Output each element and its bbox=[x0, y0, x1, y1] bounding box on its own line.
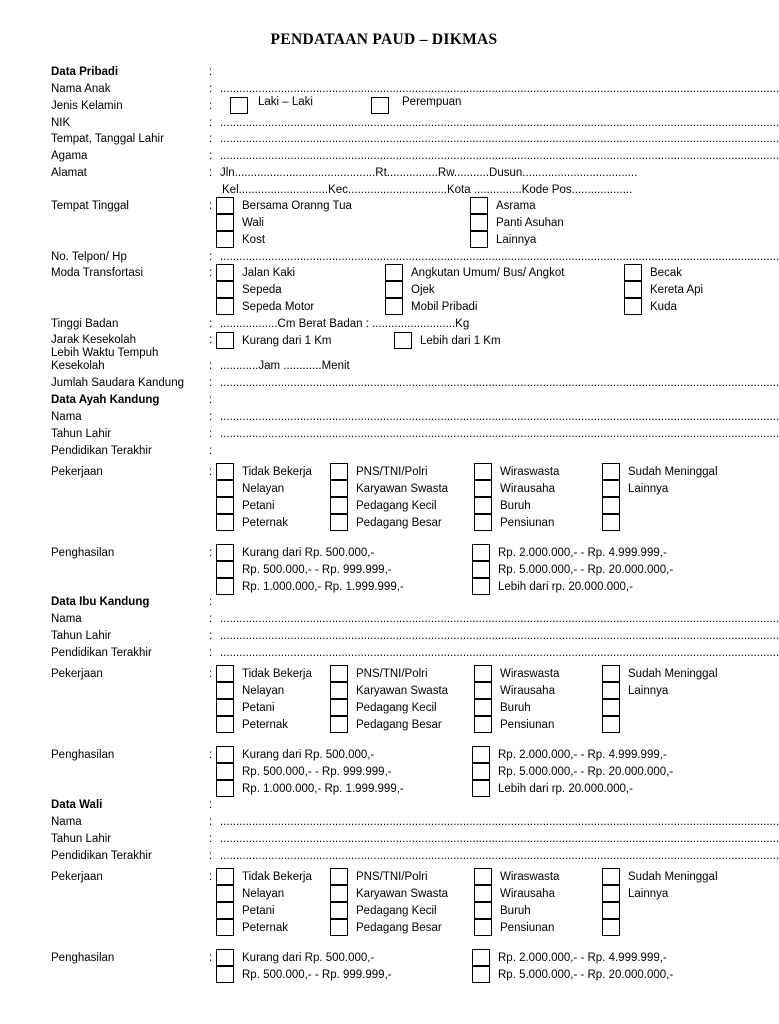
ibu-inc-l-0-checkbox[interactable] bbox=[216, 746, 234, 763]
ibu-pek-c3-2-label: Buruh bbox=[500, 702, 531, 714]
wali-penghasilan-label: Penghasilan bbox=[51, 952, 115, 964]
ibu-tahun-label: Tahun Lahir bbox=[51, 630, 112, 642]
ayah-pek-c4-0-label: Sudah Meninggal bbox=[628, 466, 718, 478]
wali-pek-c2-0-label: PNS/TNI/Polri bbox=[356, 871, 428, 883]
ibu-pek-c3-2-checkbox[interactable] bbox=[474, 699, 492, 716]
tinggi-berat-input[interactable]: ..................Cm Berat Badan : ..........................Kg bbox=[220, 318, 470, 330]
colon-ibu: : bbox=[209, 596, 213, 608]
ayah-inc-l-0-checkbox[interactable] bbox=[216, 544, 234, 561]
jarak-colon: : bbox=[209, 334, 213, 346]
nama-anak-colon: : bbox=[209, 83, 213, 95]
wali-pek-c3-2-label: Buruh bbox=[500, 905, 531, 917]
ayah-pek-c3-3-label: Pensiunan bbox=[500, 517, 555, 529]
wali-pek-c3-2-checkbox[interactable] bbox=[474, 902, 492, 919]
wali-penghasilan-colon: : bbox=[209, 952, 213, 964]
jarak-kurang-checkbox[interactable] bbox=[216, 332, 234, 349]
ayah-tahun-colon: : bbox=[209, 428, 213, 440]
moda-c3-1-checkbox[interactable] bbox=[624, 281, 642, 298]
ibu-pek-c2-2-label: Pedagang Kecil bbox=[356, 702, 437, 714]
agama-input[interactable]: ............................................................................................................................................................................... bbox=[220, 150, 779, 162]
ibu-pekerjaan-label: Pekerjaan bbox=[51, 668, 103, 680]
wali-inc-r-1-label: Rp. 5.000.000,- - Rp. 20.000.000,- bbox=[498, 969, 674, 981]
wali-nama-colon: : bbox=[209, 816, 213, 828]
ibu-pek-c3-0-checkbox[interactable] bbox=[474, 665, 492, 682]
ayah-pek-c3-0-label: Wiraswasta bbox=[500, 466, 560, 478]
ayah-pek-c1-1-label: Nelayan bbox=[242, 483, 285, 495]
tinggi-colon: : bbox=[209, 318, 213, 330]
wali-inc-l-1-checkbox[interactable] bbox=[216, 966, 234, 983]
agama-colon: : bbox=[209, 150, 213, 162]
ibu-pek-c2-3-checkbox[interactable] bbox=[330, 716, 348, 733]
tinggal-opt-2-checkbox[interactable] bbox=[216, 231, 234, 248]
ayah-nama-colon: : bbox=[209, 411, 213, 423]
ibu-pendidikan-label: Pendidikan Terakhir bbox=[51, 647, 152, 659]
moda-c1-2-label: Sepeda Motor bbox=[242, 301, 315, 313]
ayah-inc-r-0-label: Rp. 2.000.000,- - Rp. 4.999.999,- bbox=[498, 547, 667, 559]
ibu-pek-c2-0-label: PNS/TNI/Polri bbox=[356, 668, 428, 680]
ibu-inc-r-2-label: Lebih dari rp. 20.000.000,- bbox=[498, 783, 633, 795]
tinggi-label: Tinggi Badan bbox=[51, 318, 119, 330]
ayah-pek-c1-2-checkbox[interactable] bbox=[216, 497, 234, 514]
moda-c1-0-label: Jalan Kaki bbox=[242, 267, 296, 279]
wali-pek-c4-0-label: Sudah Meninggal bbox=[628, 871, 718, 883]
tempat-tinggal-colon: : bbox=[209, 200, 213, 212]
ibu-inc-l-1-label: Rp. 500.000,- - Rp. 999.999,- bbox=[242, 766, 392, 778]
ayah-pek-c4-3-checkbox[interactable] bbox=[602, 514, 620, 531]
wali-pek-c1-0-label: Tidak Bekerja bbox=[242, 871, 312, 883]
alamat-line2[interactable]: Kel............................Kec...............................Kota ...............Kode Pos................... bbox=[222, 184, 633, 196]
ayah-pek-c3-2-checkbox[interactable] bbox=[474, 497, 492, 514]
section-wali: Data Wali bbox=[51, 799, 103, 811]
moda-c2-2-label: Mobil Pribadi bbox=[411, 301, 478, 313]
wali-inc-r-0-label: Rp. 2.000.000,- - Rp. 4.999.999,- bbox=[498, 952, 667, 964]
ayah-pek-c2-1-label: Karyawan Swasta bbox=[356, 483, 449, 495]
ayah-inc-l-2-checkbox[interactable] bbox=[216, 578, 234, 595]
wali-pek-c1-0-checkbox[interactable] bbox=[216, 868, 234, 885]
moda-label: Moda Transfortasi bbox=[51, 267, 144, 279]
ayah-pek-c2-3-checkbox[interactable] bbox=[330, 514, 348, 531]
ibu-pendidikan-input[interactable]: ............................................................................................................................................................................... bbox=[220, 647, 779, 659]
ibu-inc-r-1-checkbox[interactable] bbox=[472, 763, 490, 780]
wali-pek-c3-0-label: Wiraswasta bbox=[500, 871, 560, 883]
ibu-pek-c2-2-checkbox[interactable] bbox=[330, 699, 348, 716]
ayah-pek-c1-2-label: Petani bbox=[242, 500, 275, 512]
ayah-pek-c2-0-checkbox[interactable] bbox=[330, 463, 348, 480]
ibu-pekerjaan-colon: : bbox=[209, 668, 213, 680]
ibu-pek-c4-3-checkbox[interactable] bbox=[602, 716, 620, 733]
jarak-lebih-checkbox[interactable] bbox=[394, 332, 412, 349]
jarak-label: Jarak Kesekolah bbox=[51, 334, 137, 346]
ayah-pek-c2-2-checkbox[interactable] bbox=[330, 497, 348, 514]
ibu-inc-l-2-checkbox[interactable] bbox=[216, 780, 234, 797]
perempuan-label: Perempuan bbox=[402, 96, 462, 108]
wali-pek-c1-1-label: Nelayan bbox=[242, 888, 285, 900]
ayah-pek-c2-0-label: PNS/TNI/Polri bbox=[356, 466, 428, 478]
colon-ayah: : bbox=[209, 394, 213, 406]
wali-pek-c2-3-label: Pedagang Besar bbox=[356, 922, 442, 934]
nik-colon: : bbox=[209, 117, 213, 129]
waktu-input[interactable]: ............Jam ............Menit bbox=[220, 360, 350, 372]
moda-c2-0-checkbox[interactable] bbox=[385, 264, 403, 281]
ibu-tahun-colon: : bbox=[209, 630, 213, 642]
telpon-colon: : bbox=[209, 251, 213, 263]
ibu-pek-c1-0-label: Tidak Bekerja bbox=[242, 668, 312, 680]
colon-pribadi: : bbox=[209, 66, 213, 78]
ayah-pendidikan-label: Pendidikan Terakhir bbox=[51, 445, 152, 457]
wali-pek-c3-3-label: Pensiunan bbox=[500, 922, 555, 934]
ayah-pek-c2-1-checkbox[interactable] bbox=[330, 480, 348, 497]
waktu-colon: : bbox=[209, 360, 213, 372]
alamat-colon: : bbox=[209, 167, 213, 179]
ayah-penghasilan-label: Penghasilan bbox=[51, 547, 115, 559]
jarak-kurang-label: Kurang dari 1 Km bbox=[242, 335, 332, 347]
ttl-input[interactable]: ............................................................................................................................................................................... bbox=[220, 133, 779, 145]
ibu-inc-r-2-checkbox[interactable] bbox=[472, 780, 490, 797]
ibu-pek-c1-2-checkbox[interactable] bbox=[216, 699, 234, 716]
ibu-pek-c1-0-checkbox[interactable] bbox=[216, 665, 234, 682]
wali-pekerjaan-label: Pekerjaan bbox=[51, 871, 103, 883]
ibu-pek-c3-0-label: Wiraswasta bbox=[500, 668, 560, 680]
ayah-inc-r-2-label: Lebih dari rp. 20.000.000,- bbox=[498, 581, 633, 593]
wali-inc-l-0-checkbox[interactable] bbox=[216, 949, 234, 966]
ayah-inc-l-0-label: Kurang dari Rp. 500.000,- bbox=[242, 547, 375, 559]
ayah-inc-r-1-checkbox[interactable] bbox=[472, 561, 490, 578]
ttl-label: Tempat, Tanggal Lahir bbox=[51, 133, 164, 145]
ibu-inc-r-0-checkbox[interactable] bbox=[472, 746, 490, 763]
saudara-colon: : bbox=[209, 377, 213, 389]
telpon-label: No. Telpon/ Hp bbox=[51, 251, 127, 263]
wali-pek-c4-1-label: Lainnya bbox=[628, 888, 669, 900]
tinggal-opt-r1-label: Panti Asuhan bbox=[496, 217, 564, 229]
ayah-pendidikan-colon: : bbox=[209, 445, 213, 457]
telpon-input[interactable]: ............................................................................................................................................................................... bbox=[220, 251, 779, 263]
moda-c2-2-checkbox[interactable] bbox=[385, 298, 403, 315]
ibu-pek-c1-3-checkbox[interactable] bbox=[216, 716, 234, 733]
ayah-pek-c4-2-checkbox[interactable] bbox=[602, 497, 620, 514]
ibu-pendidikan-colon: : bbox=[209, 647, 213, 659]
tinggal-opt-r0-label: Asrama bbox=[496, 200, 536, 212]
wali-pek-c1-3-label: Peternak bbox=[242, 922, 289, 934]
moda-c3-0-checkbox[interactable] bbox=[624, 264, 642, 281]
ibu-pek-c4-1-label: Lainnya bbox=[628, 685, 669, 697]
nik-input[interactable]: ............................................................................................................................................................................... bbox=[220, 117, 779, 129]
ayah-inc-l-1-label: Rp. 500.000,- - Rp. 999.999,- bbox=[242, 564, 392, 576]
ibu-pek-c4-0-label: Sudah Meninggal bbox=[628, 668, 718, 680]
wali-inc-l-1-label: Rp. 500.000,- - Rp. 999.999,- bbox=[242, 969, 392, 981]
tinggal-opt-0-label: Bersama Oranng Tua bbox=[242, 200, 352, 212]
wali-pek-c2-0-checkbox[interactable] bbox=[330, 868, 348, 885]
moda-colon: : bbox=[209, 267, 213, 279]
saudara-input[interactable]: ............................................................................................................................................................................... bbox=[220, 377, 779, 389]
ayah-pek-c3-2-label: Buruh bbox=[500, 500, 531, 512]
wali-pek-c1-3-checkbox[interactable] bbox=[216, 919, 234, 936]
ibu-pek-c4-1-checkbox[interactable] bbox=[602, 682, 620, 699]
saudara-label: Jumlah Saudara Kandung bbox=[51, 377, 184, 389]
ibu-nama-input[interactable]: ............................................................................................................................................................................... bbox=[220, 613, 779, 625]
nama-anak-input[interactable]: ............................................................................................................................................................................... bbox=[220, 83, 779, 95]
alamat-line1[interactable]: Jln............................................Rt................Rw...........Dusun.................................... bbox=[220, 167, 638, 179]
tempat-tinggal-label: Tempat Tinggal bbox=[51, 200, 129, 212]
wali-pek-c1-2-checkbox[interactable] bbox=[216, 902, 234, 919]
waktu-label-1: Lebih Waktu Tempuh bbox=[51, 347, 159, 359]
section-ibu: Data Ibu Kandung bbox=[51, 596, 150, 608]
ayah-pek-c1-3-checkbox[interactable] bbox=[216, 514, 234, 531]
ibu-penghasilan-label: Penghasilan bbox=[51, 749, 115, 761]
ibu-tahun-input[interactable]: ............................................................................................................................................................................... bbox=[220, 630, 779, 642]
jenis-kelamin-colon: : bbox=[209, 100, 213, 112]
waktu-label-2: Kesekolah bbox=[51, 360, 105, 372]
moda-c1-0-checkbox[interactable] bbox=[216, 264, 234, 281]
tinggal-opt-0-checkbox[interactable] bbox=[216, 197, 234, 214]
ibu-inc-l-0-label: Kurang dari Rp. 500.000,- bbox=[242, 749, 375, 761]
wali-pendidikan-input[interactable]: ............................................................................................................................................................................... bbox=[220, 850, 779, 862]
ayah-pek-c4-1-checkbox[interactable] bbox=[602, 480, 620, 497]
nik-label: NIK bbox=[51, 117, 71, 129]
wali-pek-c4-1-checkbox[interactable] bbox=[602, 885, 620, 902]
ttl-colon: : bbox=[209, 133, 213, 145]
ibu-penghasilan-colon: : bbox=[209, 749, 213, 761]
ayah-pekerjaan-colon: : bbox=[209, 466, 213, 478]
wali-pek-c3-3-checkbox[interactable] bbox=[474, 919, 492, 936]
wali-pek-c3-1-checkbox[interactable] bbox=[474, 885, 492, 902]
wali-pek-c3-0-checkbox[interactable] bbox=[474, 868, 492, 885]
wali-pendidikan-colon: : bbox=[209, 850, 213, 862]
ayah-pek-c2-2-label: Pedagang Kecil bbox=[356, 500, 437, 512]
ayah-pek-c2-3-label: Pedagang Besar bbox=[356, 517, 442, 529]
wali-pek-c3-1-label: Wirausaha bbox=[500, 888, 555, 900]
tinggal-opt-1-label: Wali bbox=[242, 217, 264, 229]
ayah-tahun-label: Tahun Lahir bbox=[51, 428, 112, 440]
wali-inc-r-1-checkbox[interactable] bbox=[472, 966, 490, 983]
ibu-inc-r-0-label: Rp. 2.000.000,- - Rp. 4.999.999,- bbox=[498, 749, 667, 761]
wali-inc-l-0-label: Kurang dari Rp. 500.000,- bbox=[242, 952, 375, 964]
alamat-label: Alamat bbox=[51, 167, 87, 179]
ibu-pek-c1-1-label: Nelayan bbox=[242, 685, 285, 697]
ibu-pek-c3-1-label: Wirausaha bbox=[500, 685, 555, 697]
ayah-pek-c1-3-label: Peternak bbox=[242, 517, 289, 529]
ibu-pek-c3-3-checkbox[interactable] bbox=[474, 716, 492, 733]
tinggal-opt-r1-checkbox[interactable] bbox=[470, 214, 488, 231]
ibu-pek-c4-2-checkbox[interactable] bbox=[602, 699, 620, 716]
tinggal-opt-2-label: Kost bbox=[242, 234, 266, 246]
ibu-pek-c1-2-label: Petani bbox=[242, 702, 275, 714]
ayah-pek-c4-0-checkbox[interactable] bbox=[602, 463, 620, 480]
moda-c3-1-label: Kereta Api bbox=[650, 284, 704, 296]
wali-pek-c2-1-label: Karyawan Swasta bbox=[356, 888, 449, 900]
wali-nama-input[interactable]: ............................................................................................................................................................................... bbox=[220, 816, 779, 828]
jenis-kelamin-label: Jenis Kelamin bbox=[51, 100, 123, 112]
wali-pek-c2-1-checkbox[interactable] bbox=[330, 885, 348, 902]
ayah-pek-c4-1-label: Lainnya bbox=[628, 483, 669, 495]
ibu-pek-c3-3-label: Pensiunan bbox=[500, 719, 555, 731]
laki-label: Laki – Laki bbox=[258, 96, 313, 108]
nama-anak-label: Nama Anak bbox=[51, 83, 111, 95]
ayah-pekerjaan-label: Pekerjaan bbox=[51, 466, 103, 478]
ayah-inc-l-1-checkbox[interactable] bbox=[216, 561, 234, 578]
ibu-inc-l-2-label: Rp. 1.000.000,- Rp. 1.999.999,- bbox=[242, 783, 404, 795]
ayah-inc-r-1-label: Rp. 5.000.000,- - Rp. 20.000.000,- bbox=[498, 564, 674, 576]
tinggal-opt-r2-label: Lainnya bbox=[496, 234, 537, 246]
tinggal-opt-r0-checkbox[interactable] bbox=[470, 197, 488, 214]
wali-inc-r-0-checkbox[interactable] bbox=[472, 949, 490, 966]
wali-pek-c2-2-checkbox[interactable] bbox=[330, 902, 348, 919]
ayah-pek-c1-0-checkbox[interactable] bbox=[216, 463, 234, 480]
moda-c2-1-checkbox[interactable] bbox=[385, 281, 403, 298]
wali-tahun-label: Tahun Lahir bbox=[51, 833, 112, 845]
ayah-tahun-input[interactable]: ............................................................................................................................................................................... bbox=[220, 428, 779, 440]
ayah-pek-c3-0-checkbox[interactable] bbox=[474, 463, 492, 480]
ayah-pek-c1-0-label: Tidak Bekerja bbox=[242, 466, 312, 478]
wali-pendidikan-label: Pendidikan Terakhir bbox=[51, 850, 152, 862]
section-ayah: Data Ayah Kandung bbox=[51, 394, 160, 406]
ayah-inc-r-0-checkbox[interactable] bbox=[472, 544, 490, 561]
wali-tahun-input[interactable]: ............................................................................................................................................................................... bbox=[220, 833, 779, 845]
ayah-inc-l-2-label: Rp. 1.000.000,- Rp. 1.999.999,- bbox=[242, 581, 404, 593]
ayah-pek-c3-1-checkbox[interactable] bbox=[474, 480, 492, 497]
wali-pek-c1-2-label: Petani bbox=[242, 905, 275, 917]
moda-c2-0-label: Angkutan Umum/ Bus/ Angkot bbox=[411, 267, 565, 279]
ibu-pek-c1-3-label: Peternak bbox=[242, 719, 289, 731]
ibu-pek-c2-3-label: Pedagang Besar bbox=[356, 719, 442, 731]
ibu-pek-c1-1-checkbox[interactable] bbox=[216, 682, 234, 699]
wali-pekerjaan-colon: : bbox=[209, 871, 213, 883]
ibu-pek-c2-1-label: Karyawan Swasta bbox=[356, 685, 449, 697]
wali-pek-c2-3-checkbox[interactable] bbox=[330, 919, 348, 936]
ayah-nama-label: Nama bbox=[51, 411, 82, 423]
colon-wali: : bbox=[209, 799, 213, 811]
ibu-pek-c2-0-checkbox[interactable] bbox=[330, 665, 348, 682]
wali-nama-label: Nama bbox=[51, 816, 82, 828]
ibu-nama-label: Nama bbox=[51, 613, 82, 625]
ayah-nama-input[interactable]: ............................................................................................................................................................................... bbox=[220, 411, 779, 423]
ibu-nama-colon: : bbox=[209, 613, 213, 625]
section-data-pribadi: Data Pribadi bbox=[51, 66, 119, 78]
wali-pek-c4-3-checkbox[interactable] bbox=[602, 919, 620, 936]
moda-c3-2-checkbox[interactable] bbox=[624, 298, 642, 315]
moda-c1-1-label: Sepeda bbox=[242, 284, 282, 296]
tinggal-opt-1-checkbox[interactable] bbox=[216, 214, 234, 231]
ayah-pek-c3-3-checkbox[interactable] bbox=[474, 514, 492, 531]
moda-c3-0-label: Becak bbox=[650, 267, 682, 279]
ibu-pek-c3-1-checkbox[interactable] bbox=[474, 682, 492, 699]
moda-c1-1-checkbox[interactable] bbox=[216, 281, 234, 298]
jarak-lebih-label: Lebih dari 1 Km bbox=[420, 335, 501, 347]
tinggal-opt-r2-checkbox[interactable] bbox=[470, 231, 488, 248]
form-title: PENDATAAN PAUD – DIKMAS bbox=[270, 31, 498, 48]
ayah-inc-r-2-checkbox[interactable] bbox=[472, 578, 490, 595]
wali-pek-c4-2-checkbox[interactable] bbox=[602, 902, 620, 919]
wali-pek-c1-1-checkbox[interactable] bbox=[216, 885, 234, 902]
ayah-penghasilan-colon: : bbox=[209, 547, 213, 559]
wali-tahun-colon: : bbox=[209, 833, 213, 845]
laki-checkbox[interactable] bbox=[230, 97, 248, 114]
ibu-inc-r-1-label: Rp. 5.000.000,- - Rp. 20.000.000,- bbox=[498, 766, 674, 778]
ayah-pek-c1-1-checkbox[interactable] bbox=[216, 480, 234, 497]
ayah-pek-c3-1-label: Wirausaha bbox=[500, 483, 555, 495]
wali-pek-c4-0-checkbox[interactable] bbox=[602, 868, 620, 885]
ibu-pek-c2-1-checkbox[interactable] bbox=[330, 682, 348, 699]
moda-c3-2-label: Kuda bbox=[650, 301, 677, 313]
moda-c1-2-checkbox[interactable] bbox=[216, 298, 234, 315]
moda-c2-1-label: Ojek bbox=[411, 284, 435, 296]
ibu-pek-c4-0-checkbox[interactable] bbox=[602, 665, 620, 682]
agama-label: Agama bbox=[51, 150, 88, 162]
perempuan-checkbox[interactable] bbox=[371, 97, 389, 114]
wali-pek-c2-2-label: Pedagang Kecil bbox=[356, 905, 437, 917]
ibu-inc-l-1-checkbox[interactable] bbox=[216, 763, 234, 780]
